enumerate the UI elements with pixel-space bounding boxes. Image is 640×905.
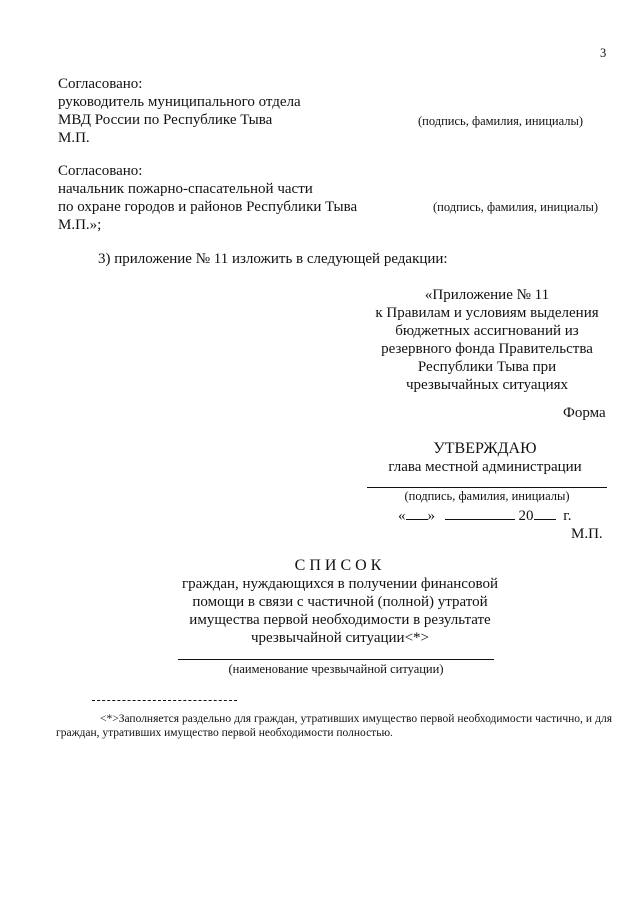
form-label: Форма bbox=[563, 405, 606, 421]
date-month-field bbox=[445, 507, 515, 520]
approve-title: УТВЕРЖДАЮ bbox=[433, 440, 537, 457]
date-year-suffix: г. bbox=[563, 508, 572, 524]
list-description-line: граждан, нуждающихся в получении финансовой bbox=[182, 576, 498, 592]
footnote-separator bbox=[92, 700, 237, 701]
agreed-1-line-1: руководитель муниципального отдела bbox=[58, 94, 301, 110]
approve-subtitle: глава местной администрации bbox=[388, 459, 582, 475]
appendix-block bbox=[342, 286, 632, 394]
agreed-1-signature-hint: (подпись, фамилия, инициалы) bbox=[418, 114, 584, 128]
list-title: СПИСОК bbox=[294, 557, 386, 574]
approve-date-row bbox=[398, 507, 571, 525]
agreed-2-line-2: по охране городов и районов Республики Тыва bbox=[58, 199, 358, 215]
appendix-line: к Правилам и условиям выделения bbox=[375, 305, 599, 321]
agreed-label-2: Согласовано: bbox=[58, 163, 143, 179]
date-year-prefix: 20 bbox=[518, 508, 534, 524]
date-open-quote: « bbox=[398, 508, 406, 524]
agreed-label-1: Согласовано: bbox=[58, 76, 143, 92]
agreed-1-line-2: МВД России по Республике Тыва bbox=[58, 112, 273, 128]
approve-signature-line bbox=[367, 487, 607, 488]
agreed-1-seal: М.П. bbox=[58, 130, 90, 146]
date-year-field bbox=[534, 507, 556, 520]
agreed-2-signature-hint: (подпись, фамилия, инициалы) bbox=[433, 200, 599, 214]
footnote-text: <*>Заполняется раздельно для граждан, утративших имущество первой необходимости частично, и для граждан, утративших имущество первой необходимости полностью. bbox=[56, 713, 612, 739]
list-description-line: чрезвычайной ситуации<*> bbox=[250, 630, 429, 646]
appendix-line: Республики Тыва при bbox=[417, 359, 557, 375]
list-description bbox=[150, 575, 530, 647]
agreed-2-seal: М.П.»; bbox=[58, 217, 102, 233]
emergency-name-line bbox=[178, 659, 494, 660]
date-close-quote: » bbox=[427, 508, 435, 524]
date-day-field bbox=[406, 507, 428, 520]
instruction-text: 3) приложение № 11 изложить в следующей редакции: bbox=[98, 251, 448, 267]
page-number: 3 bbox=[600, 46, 607, 60]
appendix-line: чрезвычайных ситуациях bbox=[405, 377, 568, 393]
list-description-line: помощи в связи с частичной (полной) утратой bbox=[192, 594, 488, 610]
approve-seal: М.П. bbox=[571, 526, 603, 542]
appendix-line: резервного фонда Правительства bbox=[381, 341, 593, 357]
agreed-2-line-1: начальник пожарно-спасательной части bbox=[58, 181, 313, 197]
appendix-line: бюджетных ассигнований из bbox=[395, 323, 579, 339]
appendix-line: «Приложение № 11 bbox=[424, 287, 550, 303]
list-description-line: имущества первой необходимости в результате bbox=[189, 612, 491, 628]
approve-signature-hint: (подпись, фамилия, инициалы) bbox=[404, 489, 570, 503]
emergency-name-hint: (наименование чрезвычайной ситуации) bbox=[228, 662, 444, 676]
